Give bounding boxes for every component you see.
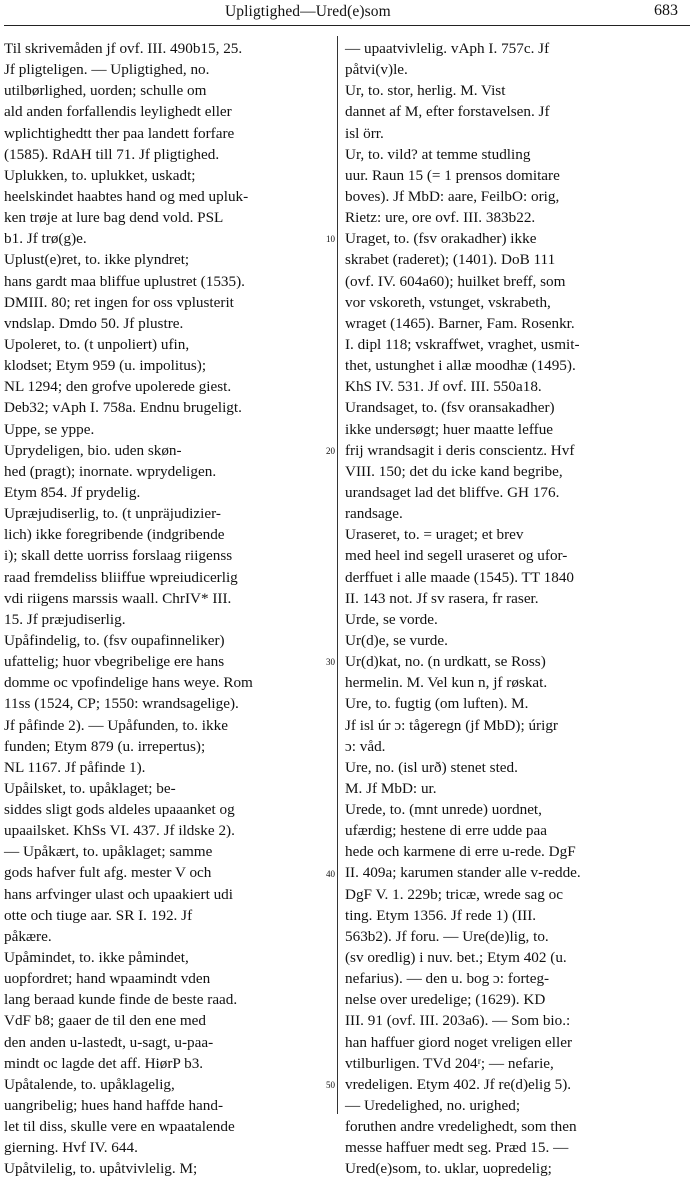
text-line: Ur(d)kat, no. (n urdkatt, se Ross) — [345, 653, 546, 671]
text-line: messe haffuer medt seg. Præd 15. — — [345, 1139, 569, 1157]
text-line: thet, ustunghet i allæ moodhæ (1495). — [345, 357, 576, 375]
text-line: ɔ: våd. — [345, 737, 386, 755]
text-line: raad fremdeliss bliiffue wpreiudicerlig — [4, 568, 238, 586]
text-line: klodset; Etym 959 (u. impolitus); — [4, 357, 207, 375]
text-line: 11ss (1524, CP; 1550: wrandsagelige). — [4, 695, 239, 713]
text-line: Rietz: ure, ore ovf. III. 383b22. — [345, 209, 536, 227]
text-line: med heel ind segell uraseret og ufor- — [345, 547, 568, 565]
text-line: skrabet (raderet); (1401). DoB 111 — [345, 251, 556, 269]
text-line: vdi riigens marssis waall. ChrIV* III. — [4, 589, 232, 607]
text-line: — upaatvivlelig. vAph I. 757c. Jf — [345, 40, 550, 57]
text-line: Upoleret, to. (t unpoliert) ufin, — [4, 335, 190, 353]
text-line: Ure, to. fugtig (om luften). M. — [345, 695, 529, 713]
text-line: urandsaget lad det bliffve. GH 176. — [345, 483, 560, 501]
text-line: frij wrandsagit i deris conscientz. Hvf — [345, 441, 575, 459]
text-line: lich) ikke foregribende (indgribende — [4, 526, 225, 544]
text-line: utilbørlighed, uorden; schulle om — [4, 82, 207, 100]
text-line: Uplust(e)ret, to. ikke plyndret; — [4, 251, 190, 269]
text-line: Etym 854. Jf prydelig. — [4, 483, 141, 501]
text-line: Ure, no. (isl urð) stenet sted. — [345, 758, 518, 776]
text-line: Ur, to. vild? at temme studling — [345, 145, 531, 163]
text-line: ken trøje at lure bag dend vold. PSL — [4, 209, 224, 227]
text-line: foruthen andre vredelighedt, som then — [345, 1118, 577, 1136]
text-line: Jf påfinde 2). — Upåfunden, to. ikke — [4, 716, 228, 734]
text-line: dannet af M, efter forstavelsen. Jf — [345, 103, 550, 121]
text-line: Upåtvilelig, to. upåtvivlelig. M; — [4, 1160, 198, 1178]
text-line: ufærdig; hestene di erre udde paa — [345, 822, 547, 840]
text-line: gierning. Hvf IV. 644. — [4, 1139, 138, 1157]
text-line: Upåilsket, to. upåklaget; be- — [4, 779, 176, 797]
text-line: nefarius). — den u. bog ɔ: forteg- — [345, 970, 550, 988]
text-line: isl örr. — [345, 124, 384, 142]
text-line: NL 1294; den grofve upolerede giest. — [4, 378, 232, 396]
text-line: Urde, se vorde. — [345, 610, 438, 628]
text-line: ting. Etym 1356. Jf rede 1) (III. — [345, 906, 537, 924]
text-line: II. 143 not. Jf sv rasera, fr raser. — [345, 589, 539, 607]
text-line: (sv oredlig) i nuv. bet.; Etym 402 (u. — [345, 949, 567, 967]
text-line: wplichtighedtt ther paa landett forfare — [4, 124, 235, 142]
text-line: han haffuer giord noget vreligen eller — [345, 1033, 573, 1051]
text-line: heelskindet haabtes hand og med upluk- — [4, 187, 249, 205]
text-line: vredeligen. Etym 402. Jf re(d)elig 5). — [345, 1075, 572, 1093]
text-line: hermelin. M. Vel kun n, jf røskat. — [345, 674, 548, 692]
text-line: I. dipl 118; vskraffwet, vraghet, usmit- — [345, 335, 580, 353]
text-line: uur. Raun 15 (= 1 prensos domitare — [345, 166, 560, 184]
text-line: Upåtalende, to. upåklagelig, — [4, 1075, 175, 1093]
text-line: VIII. 150; det du icke kand begribe, — [345, 462, 563, 480]
text-line: Upræjudiserlig, to. (t unpräjudizier- — [4, 505, 221, 523]
right-column — [345, 38, 677, 1178]
column-divider — [337, 36, 338, 1114]
text-line: upaailsket. KhSs VI. 437. Jf ildske 2). — [4, 822, 235, 840]
text-line: wraget (1465). Barner, Fam. Rosenkr. — [345, 314, 575, 332]
left-column — [4, 38, 324, 1178]
text-line: den anden u-lastedt, u-sagt, u-paa- — [4, 1033, 214, 1051]
text-line: gods hafver fult afg. mester V och — [4, 864, 212, 882]
text-line: vndslap. Dmdo 50. Jf plustre. — [4, 314, 184, 332]
text-line: uangribelig; hues hand haffde hand- — [4, 1097, 224, 1115]
text-line: NL 1167. Jf påfinde 1). — [4, 758, 146, 776]
text-line: DMIII. 80; ret ingen for oss vplusterit — [4, 293, 234, 311]
text-line: 15. Jf præjudiserlig. — [4, 610, 126, 628]
text-line: uopfordret; hand wpaamindt vden — [4, 970, 211, 988]
text-line: KhS IV. 531. Jf ovf. III. 550a18. — [345, 378, 542, 396]
text-line: Ured(e)som, to. uklar, uopredelig; — [345, 1160, 552, 1178]
text-line: Uprydeligen, bio. uden skøn- — [4, 441, 182, 459]
text-line: Ur(d)e, se vurde. — [345, 631, 448, 649]
line-number: 40 — [326, 868, 335, 879]
text-line: domme oc vpofindelige hans weye. Rom — [4, 674, 253, 692]
text-line: siddes sligt gods aldeles upaaanket og — [4, 801, 235, 819]
text-line: III. 91 (ovf. III. 203a6). — Som bio.: — [345, 1012, 571, 1030]
text-line: Jf pligteligen. — Upligtighed, no. — [4, 61, 210, 79]
line-number: 50 — [326, 1080, 335, 1091]
text-line: Ur, to. stor, herlig. M. Vist — [345, 82, 506, 100]
text-line: M. Jf MbD: ur. — [345, 779, 437, 797]
page-number: 683 — [654, 2, 678, 19]
text-line: vor vskoreth, vstunget, vskrabeth, — [345, 293, 551, 311]
text-line: hans arfvinger ulast och upaakiert udi — [4, 885, 233, 903]
text-line: derffuet i alle maade (1545). TT 1840 — [345, 568, 575, 586]
text-line: — Uredelighed, no. urighed; — [345, 1097, 521, 1115]
text-line: Jf isl úr ɔ: tågeregn (jf MbD); úrigr — [345, 716, 558, 734]
text-line: II. 409a; karumen stander alle v-redde. — [345, 864, 581, 882]
line-number: 20 — [326, 445, 335, 456]
text-line: Deb32; vAph I. 758a. Endnu brugeligt. — [4, 399, 242, 417]
text-line: Upåfindelig, to. (fsv oupafinneliker) — [4, 631, 225, 649]
text-line: lang beraad kunde finde de beste raad. — [4, 991, 238, 1009]
text-line: Uraseret, to. = uraget; et brev — [345, 526, 524, 544]
text-line: ufattelig; huor vbegribelige ere hans — [4, 653, 225, 671]
text-line: Uraget, to. (fsv orakadher) ikke — [345, 230, 537, 248]
text-line: Uplukken, to. uplukket, uskadt; — [4, 166, 196, 184]
text-line: Urandsaget, to. (fsv oransakadher) — [345, 399, 555, 417]
running-head: Upligtighed—Ured(e)som — [225, 3, 391, 20]
header-rule — [4, 25, 690, 26]
text-line: VdF b8; gaaer de til den ene med — [4, 1012, 207, 1030]
text-line: hans gardt maa bliffue uplustret (1535). — [4, 272, 245, 290]
text-line: ald anden forfallendis leylighedt eller — [4, 103, 232, 121]
text-line: påtvi(v)le. — [345, 61, 408, 79]
text-line: — Upåkært, to. upåklaget; samme — [4, 843, 213, 861]
text-line: påkære. — [4, 927, 52, 945]
text-line: hede och karmene di erre u-rede. DgF — [345, 843, 576, 861]
text-line: nelse over uredelige; (1629). KD — [345, 991, 546, 1009]
text-line: (ovf. IV. 604a60); huilket breff, som — [345, 272, 566, 290]
text-line: 563b2). Jf foru. — Ure(de)lig, to. — [345, 927, 549, 945]
text-line: hed (pragt); inornate. wprydeligen. — [4, 462, 217, 480]
line-number: 10 — [326, 234, 335, 245]
text-line: (1585). RdAH till 71. Jf pligtighed. — [4, 145, 220, 163]
line-number: 30 — [326, 657, 335, 668]
text-line: Uppe, se yppe. — [4, 420, 95, 438]
text-line: mindt oc lagde det aff. HiørP b3. — [4, 1054, 204, 1072]
text-line: let til diss, skulle vere en wpaatalende — [4, 1118, 235, 1136]
text-line: b1. Jf trø(g)e. — [4, 230, 87, 248]
text-line: boves). Jf MbD: aare, FeilbO: orig, — [345, 187, 560, 205]
text-line: DgF V. 1. 229b; tricæ, wrede sag oc — [345, 885, 563, 903]
text-line: funden; Etym 879 (u. irrepertus); — [4, 737, 206, 755]
text-line: ikke undersøgt; huer maatte leffue — [345, 420, 554, 438]
text-line: randsage. — [345, 505, 403, 523]
text-line: i); skall dette uorriss forslaag riigenss — [4, 547, 233, 565]
text-line: Til skrivemåden jf ovf. III. 490b15, 25. — [4, 40, 243, 57]
text-line: Urede, to. (mnt unrede) uordnet, — [345, 801, 542, 819]
text-line: otte och tiuge aar. SR I. 192. Jf — [4, 906, 193, 924]
text-line: vtilburligen. TVd 204ʳ; — nefarie, — [345, 1054, 554, 1072]
page-header — [0, 0, 700, 28]
text-line: Upåmindet, to. ikke påmindet, — [4, 949, 189, 967]
